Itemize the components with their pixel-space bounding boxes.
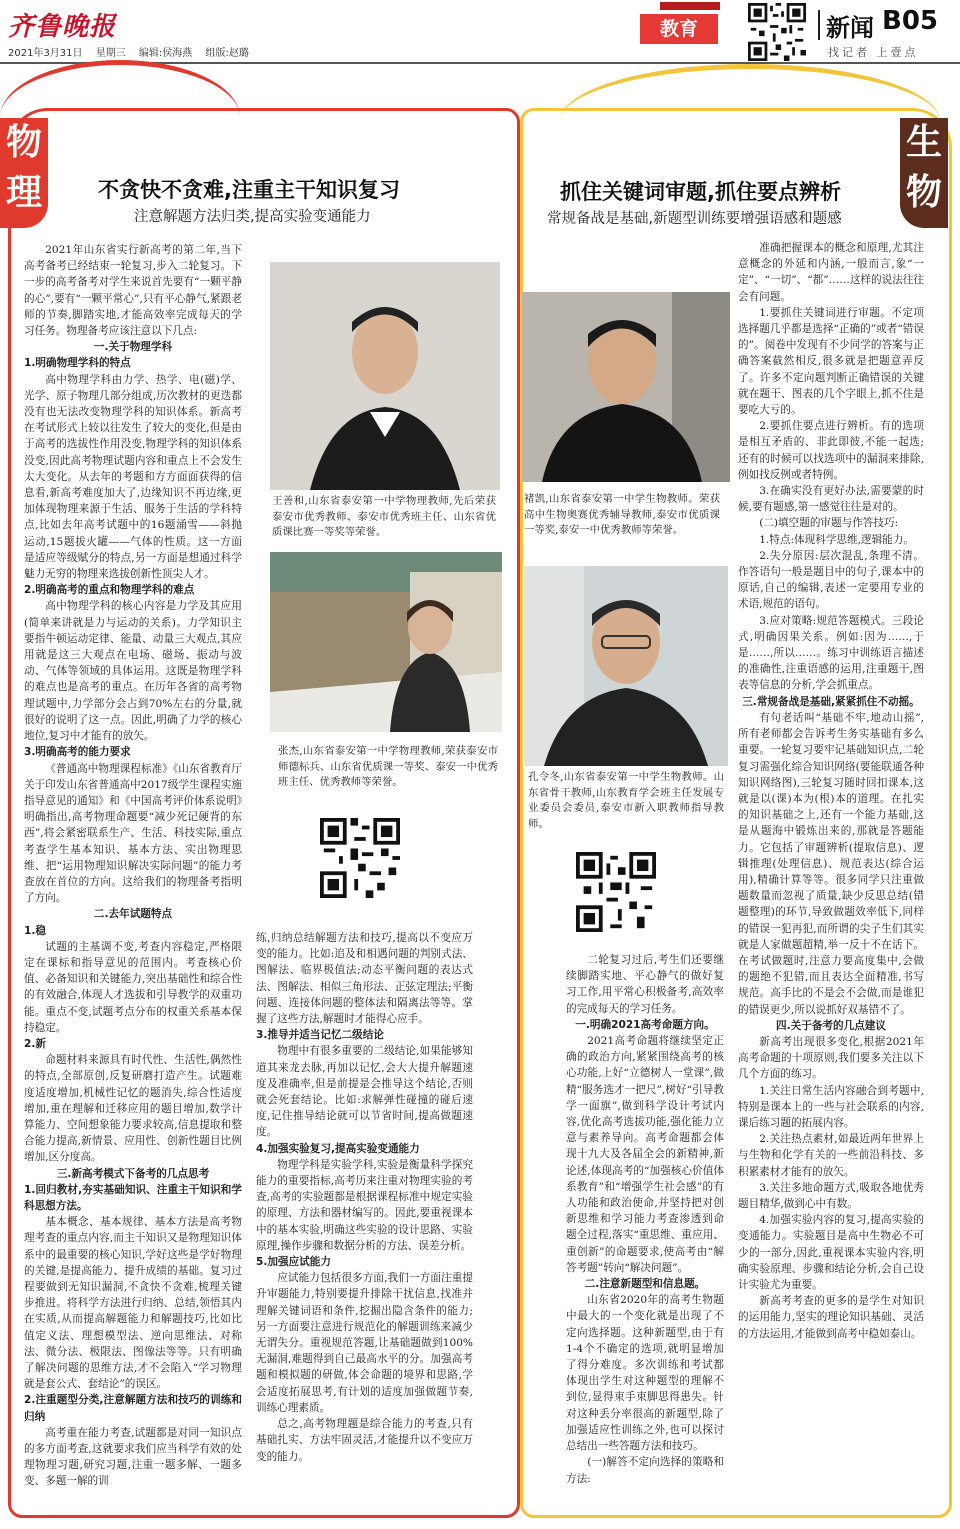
subsection-heading: 2.注重题型分类,注意解题方法和技巧的训练和归纳 [24,1394,242,1423]
body-paragraph: 新高考考查的更多的是学生对知识的运用能力,坚实的理论知识基础、灵活的方法运用,才能做到高考中稳如泰山。 [738,1295,924,1340]
section-heading: 二.注意新题型和信息题。 [584,1278,706,1291]
subsection-heading: 2.明确高考的重点和物理学科的难点 [24,584,195,597]
qr-code-icon [748,3,806,61]
biology-column-1 [566,952,724,1487]
body-paragraph: 试题的主基调不变,考查内容稳定,严格限定在课标和指导意见的范围内。考查核心价值、必备知识和关键能力,突出基础性和综合性的有效融合,体现人才选拔和引导教学的双重功能。重点不变,试题考点分布的权重关系基本保持稳定。 [24,940,242,1034]
body-paragraph: 2.关注热点素材,如最近两年世界上与生物和化学有关的一些前沿科技、多积累素材才能有的放矢。 [738,1133,924,1178]
body-paragraph: 新高考出现很多变化,根据2021年高考命题的十项原则,我们要多关注以下几个方面的练习。 [738,1035,924,1081]
masthead-divider [818,10,820,40]
body-paragraph: 物理中有很多重要的二级结论,如果能够知道其来龙去脉,再加以记忆,会大大提升解题速度及准确率,但是前提是会推导这个结论,否则就会死套结论。比如:求解弹性碰撞的碰后速度,记住推导结论就可以节省时间,提高做题速度。 [256,1045,473,1139]
body-paragraph: 3.关注多地命题方式,吸取各地优秀题目精华,做到心中有数。 [738,1181,924,1210]
subsection-heading: 5.加强应试能力 [256,1256,331,1269]
issue-weekday: 星期三 [95,48,126,59]
physics-subject-label: 物 理 [0,118,48,228]
subsection-heading: 3.推导并适当记忆二级结论 [256,1029,384,1042]
masthead-slogan: 找记者 上壹点 [828,46,919,59]
masthead [0,0,960,64]
body-paragraph: 练,归纳总结解题方法和技巧,提高以不变应万变的能力。比如:追及和相遇问题的判别式法、图解法、临界极值法;动态平衡问题的表达式法、图解法、相似三角形法、正弦定理法;平衡问题、连接体问题的整体法和隔离法等等。掌握了这些方法,解题时才能得心应手。 [256,932,473,1026]
body-paragraph: 2021高考命题将继续坚定正确的政治方向,紧紧围绕高考的核心功能,上好“立德树人一堂课”,做精“服务选才一把尺”,树好“引导教学一面旗”,做到科学设计考试内容,优化高考选拔功能,强化能力立意与素养导向。高考命题都会体现十九大及各届全会的新精神,新论述,体现高考的“加强核心价值体系教育”和“增强学生社会感”的有人功能和政治使命,并坚持把对创新思维和学习能力考查渗透到命题全过程,落实“重思维、重应用、重创新”的命题要求,使高考由“解答考题”转向“解决问题”。 [566,1035,724,1274]
body-paragraph: 3.在确实没有更好办法,需要蒙的时候,要有题感,第一感觉往往是对的。 [738,485,924,514]
biology-subheadline: 常规备战是基础,新题型训练要增强语感和题感 [547,211,842,227]
subsection-heading: 2.新 [24,1037,46,1050]
editor-credit: 编辑:侯海燕 [138,48,193,59]
section-heading: 三.常规备战是基础,紧紧抓住不动摇。 [742,695,920,708]
subsection-heading: 4.加强实验复习,提高实验变通能力 [256,1142,420,1155]
issue-date: 2021年3月31日 [8,48,83,59]
section-heading: 一.关于物理学科 [93,341,173,354]
teacher-photo-zhang [270,552,502,732]
newspaper-logo: 齐鲁晚报 [8,12,117,42]
layout-credit: 组版:赵璐 [205,48,249,59]
qr-code-graphic [748,3,806,61]
section-heading: 一.明确2021高考命题方向。 [575,1018,715,1031]
body-paragraph: 3.应对策略:规范答题模式。三段论式,明确因果关系。例如:因为……,于是……,所以……。练习中训练语言描述的准确性,注重语感的运用,注重题干,图表等信息的分析,学会抓重点。 [738,614,924,692]
section-tab-accent [660,2,720,10]
caption-chu: 褚凯,山东省泰安第一中学生物教师。荣获高中生物奥赛优秀辅导教师,泰安市优质课一等奖,泰安一中优秀教师等荣誉。 [524,493,720,536]
body-paragraph: 高中物理学科的核心内容是力学及其应用(简单来讲就是力与运动的关系)。力学知识主要指牛顿运动定律、能量、动量三大观点,其应用就是这三大观点在电场、磁场、振动与波动、气体等领域的具体运用。这既是物理学科的难点也是高考的重点。在历年各省的高考物理试题中,力学部分会占到70%左右的分量,就很好的说明了这一点。因此,明确了力学的核心地位,复习中才能有的放矢。 [24,600,242,743]
section-heading: 四.关于备考的几点建议 [776,1019,886,1032]
body-paragraph: 应试能力包括很多方面,我们一方面注重提升审题能力,特别要提升排除干扰信息,找准并理解关键词语和条件,挖掘出隐含条件的能力;另一方面要注意进行规范化的解题训练来减少无谓失分。重视规范答题,让基础题做到100%无漏洞,难题得到自己最高水平的分。加强高考题和模拟题的研做,体会命题的境界和思路,学会适度拓展思考,有计划的适度加强做题节奏,训练心理素质。 [256,1272,473,1414]
body-paragraph: 2.要抓住要点进行辨析。有的选项是相互矛盾的、非此即彼,不能一起选;还有的时候可以找选项中的漏洞来排除,例如找反例或者特例。 [738,420,924,481]
biology-column-2 [738,240,924,1342]
body-paragraph: 准确把握课本的概念和原理,尤其注意概念的外延和内涵,一般而言,象“一定”、“一切”、“都”……这样的说法往往会有问题。 [738,242,924,303]
body-paragraph: 《普通高中物理课程标准》《山东省教育厅关于印发山东省普通高中2017级学生课程实施指导意见的通知》和《中国高考评价体系说明》明确指出,高考物理命题要“减少死记硬背的东西”,将会紧密联系生产、生活、科技实际,重点考查学生基本知识、基本方法、实出物理思维、把“运用物理知识解决实际问题”的能力考查放在首位的方向。这给我们的物理备考指明了方向。 [24,762,242,905]
teacher-photo-kong [524,566,728,766]
page-number: B05 [882,6,938,36]
teacher-photo-chu [522,292,730,482]
subsection-heading: 1.明确物理学科的特点 [24,357,131,370]
biology-subject-label: 生 物 [900,118,948,228]
body-paragraph: 基本概念、基本规律、基本方法是高考物理考查的重点内容,而主干知识又是物理知识体系中的最重要的核心知识,学好这些是学好物理的关键,是提高能力、提升成绩的基础。复习过程要做到无知识漏洞,不贪快不贪难,梳理关键步推进。将科学方法进行归纳、总结,领悟其内在实质,从而提高解题能力和解题技巧,比如比值定义法、理想模型法、逆向思维法、对称法、微分法、极限法、图像法等等。只有明确了解决问题的思维方法,才不会陷入“学习物理就是套公式、套结论”的误区。 [24,1216,242,1391]
body-paragraph: 2.失分原因:层次混乱,条理不清。作答语句一般是题目中的句子,课本中的原话,自己的编辑,表述一定要用专业的术语,规范的语句。 [738,549,924,611]
subsection-heading: 3.明确高考的能力要求 [24,746,131,759]
body-paragraph: 1.特点:体现科学思维,逻辑能力。 [759,533,914,546]
body-paragraph: 1.关注日常生活内容融合到考题中,特别是课本上的一些与社会联系的内容,课后练习题的拓展内容。 [738,1084,924,1129]
body-paragraph: 高考重在能力考查,试题都是对同一知识点的多方面考查,这就要求我们应当科学有效的处理物理习题,研究习题,注重一题多解、一题多变、多题一解的训 [24,1426,242,1488]
body-paragraph: 二轮复习过后,考生们还要继续脚踏实地、平心静气的做好复习工作,用平常心积极备考,高效率的完成每天的学习任务。 [566,954,724,1015]
section-heading: 二.去年试题特点 [93,908,173,921]
caption-wang: 王善和,山东省泰安第一中学物理教师,先后荣获泰安市优秀教师、泰安市优秀班主任、山东省优质课比赛一等奖等荣誉。 [272,495,496,538]
body-paragraph: 命题材料来源具有时代性、生活性,偶然性的特点,全部原创,反复研磨打造产生。试题难度适度增加,机械性记忆的题消失,综合性适度增加,重在理解和迁移应用的题目增加,数学计算能力、空间想象能力要求较高,信息提取和整合能力提高,新情景、应用性、创新性题目比例增加,区分度高。 [24,1054,242,1164]
body-paragraph: 物理学科是实验学科,实验是衡量科学探究能力的重要指标,高考历来注重对物理实验的考查,高考的实验题都是根据课程标准中规定实验的原理、方法和器材编写的。因此,要重视课本中的基本实验,明确这些实验的设计思路、实验原理,操作步骤和数据分析的方法、误差分析。 [256,1158,473,1252]
subsection-heading: 1.稳 [24,924,46,937]
biology-headline: 抓住关键词审题,抓住要点辨析 [560,180,841,204]
section-name: 新闻 [826,14,874,42]
physics-qr-code-icon[interactable] [320,818,400,898]
subsection-heading: 1.回归教材,夯实基础知识、注重主干知识和学科思想方法。 [24,1183,242,1212]
section-heading: 三.新高考模式下备考的几点思考 [56,1167,210,1180]
body-paragraph: 山东省2020年的高考生物题中最大的一个变化就是出现了不定向选择题。这种新题型,由于有1-4个不确定的选项,就明显增加了得分难度。多次训练和考试都体现出学生对这种题型的理解不到位,显得束手束脚思得患失。针对这种丢分率很高的新题型,除了加强适应性训练之外,也可以探讨总结出一些答题方法和技巧。 [566,1294,724,1453]
physics-column-1 [24,242,242,1490]
body-paragraph: (一)解答不定向选择的策略和方法: [566,1456,724,1485]
body-paragraph: 总之,高考物理题是综合能力的考查,只有基础扎实、方法牢固灵活,才能提升以不变应万变的能力。 [256,1418,473,1463]
body-paragraph: 2021年山东省实行新高考的第二年,当下高考备考已经结束一轮复习,步入二轮复习。下一步的高考备考对学生来说首先要有“一颗平静的心”,要有“一颗平常心”,只有平心静气,紧跟老师的节奏,脚踏实地,才能高效率完成每天的学习任务。物理备考应该注意以下几点: [24,244,242,338]
physics-column-2 [256,930,473,1465]
section-tab: 教育 [640,14,718,44]
body-paragraph: 1.要抓住关键词进行审题。不定项选择题几乎都是选择“正确的”或者“错误的”。阅卷中发现有不少同学的答案与正确答案截然相反,很多就是把题意弄反了。许多不定向题判断正确错误的关键就在题干、图表的几个字眼上,抓不住是要吃大亏的。 [738,306,924,417]
body-paragraph: 4.加强实验内容的复习,提高实验的变通能力。实验题目是高中生物必不可少的一部分,因此,重视课本实验内容,明确实验原理、步骤和结论分析,会自己设计实验尤为重要。 [738,1214,924,1291]
biology-qr-code-icon[interactable] [576,852,656,932]
caption-zhang: 张杰,山东省泰安第一中学物理教师,荣获泰安市师德标兵、山东省优质课一等奖、泰安一中优秀班主任、优秀教师等荣誉。 [278,745,498,788]
body-paragraph: (二)填空题的审题与作答技巧: [759,517,899,530]
physics-subheadline: 注意解题方法归类,提高实验变通能力 [134,209,371,225]
caption-kong: 孔令冬,山东省泰安第一中学生物教师。山东省骨干教师,山东教育学会班主任发展专业委员会委员,泰安市新入职教师指导教师。 [528,771,724,830]
issue-meta [8,44,259,59]
body-paragraph: 高中物理学科由力学、热学、电(磁)学、光学、原子物理几部分组成,历次教材的更迭都没有也无法改变物理学科的知识体系。新高考在考试形式上较以往发生了较大的变化,但是由于高考的选拔性作用没变,物理学科的知识体系没变,因此高考物理试题内容和重点上不会发生太大变化。从去年的考题和方方面面获得的信息看,新高考难度加大了,边缘知识不再边缘,更加体现物理来源于生活、服务于生活的学科特点,比如去年高考试题中的16题涌雪——斜抛运动,15题拔火罐——气体的性质。这一方面是适应等级赋分的特点,另一方面是想通过科学魅力无穷的物理来选拔创新性顶尖人才。 [24,373,242,581]
body-paragraph: 有句老话叫“基础不牢,地动山摇”,所有老师都会告诉考生务实基础有多么重要。一轮复习要牢记基础知识点,二轮复习需强化综合知识网络(要能联通各种知识网络图),三轮复习随时回扣课本,这就是以(课)本为(根)本的道理。在扎实的知识基础之上,还有一个能力基础,这是从题海中锻炼出来的,那就是答题能力。它包括了审题辨析(提取信息)、逻辑推理(处理信息)、规范表达(综合运用),精确计算等等。很多同学只注重做题数量而忽视了质量,缺少反思总结(错题整理)的环节,导致做题效率低下,同样的错误一犯再犯,而所谓的尖子生们其实就是人家做题超精,举一反十不在话下。在考试做题时,注意力要高度集中,会做的题绝不犯错,而且表达全面精准,书写规范。高手比的不是会不会做,而是谁犯的错误更少,所以说抓好双基错不了。 [738,711,924,1016]
teacher-photo-wang [270,262,500,490]
physics-headline: 不贪快不贪难,注重主干知识复习 [98,178,400,202]
